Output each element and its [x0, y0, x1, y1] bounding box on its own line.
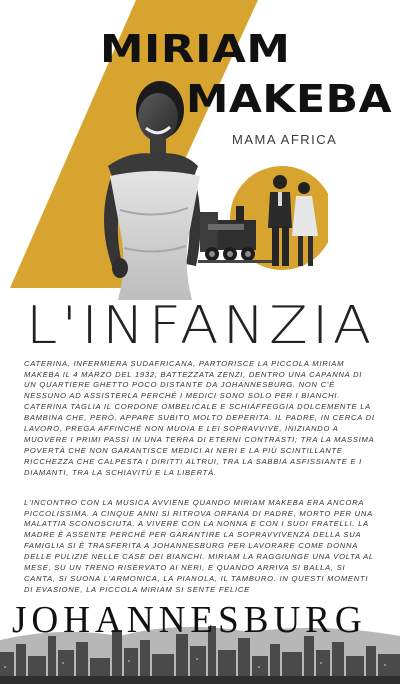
subtitle: MAMA AFRICA: [232, 132, 338, 147]
title-first-name: MIRIAM: [100, 27, 291, 71]
paragraph-childhood-birth: CATERINA, INFERMIERA SUDAFRICANA, PARTORISCE LA PICCOLA MIRIAM MAKEBA IL 4 MARZO DEL 1932, BATTEZZATA ZENZI, DENTRO UNA CAPANNA DI UN QUARTIERE GHETTO POCO DISTANTE DA JOHANNESBURG. NON C'È NESSUNO AD ASSISTERLA PERCHÉ I MEDICI SONO SOLO PER I BIANCHI. CATERINA TAGLIA IL CORDONE OMBELICALE E SCHIAFFEGGIA DOLCEMENTE LA BAMBINA CHE, PERÒ, APPARE SUBITO MOLTO DEPERITA. IL PADRE, IN CERCA DI LAVORO, PREGA AFFINCHÉ NON MUOIA E LEI SOPRAVVIVE, INIZIANDO A MUOVERE I PRIMI PASSI IN UNA TERRA DI ETERNI CONTRASTI; TRA LA MASSIMA POVERTÀ CHE NON GARANTISCE MEDICI AI NERI E LA PIÙ SCINTILLANTE RICCHEZZA CHE CALPESTA I DIRITTI ALTRUI, TRA LA SABBIA ASFISSIANTE E I DIAMANTI, TRA LA SCHIAVITÙ E LA LIBERTÀ.: [24, 358, 375, 477]
woman-portrait-illustration: [60, 70, 210, 300]
section-heading: L'INFANZIA: [26, 296, 376, 356]
train-and-couple-illustration: [198, 162, 328, 282]
paragraph-childhood-music: L'INCONTRO CON LA MUSICA AVVIENE QUANDO MIRIAM MAKEBA ERA ANCORA PICCOLISSIMA. A CINQUE ANNI SI RITROVA ORFANA DI PADRE, MORTO PER UNA MALATTIA SCONOSCIUTA. A VIVERE CON LA NONNA E CON I SUOI FRATELLI. LA MADRE È ASSENTE PERCHÉ PER GARANTIRE LA SOPRAVVIVENZA DELLA SUA FAMIGLIA SI È TRASFERITA A JOHANNESBURG PER LAVORARE COME DONNA DELLE PULIZIE NELLE CASE DEI BIANCHI. MIRIAM LA RAGGIUNGE UNA VOLTA AL MESE, SU UN TRENO RISERVATO AI NERI, E QUANDO ARRIVA SI BALLA, SI CANTA, SI SUONA L'ARMONICA, LA PIANOLA, IL TAMBURO. IN QUESTI MOMENTI DI EVASIONE, LA PICCOLA MIRIAM SI SENTE FELICE: [24, 497, 374, 594]
city-title: JOHANNESBURG: [12, 599, 367, 641]
title-last-name: MAKEBA: [186, 77, 393, 121]
